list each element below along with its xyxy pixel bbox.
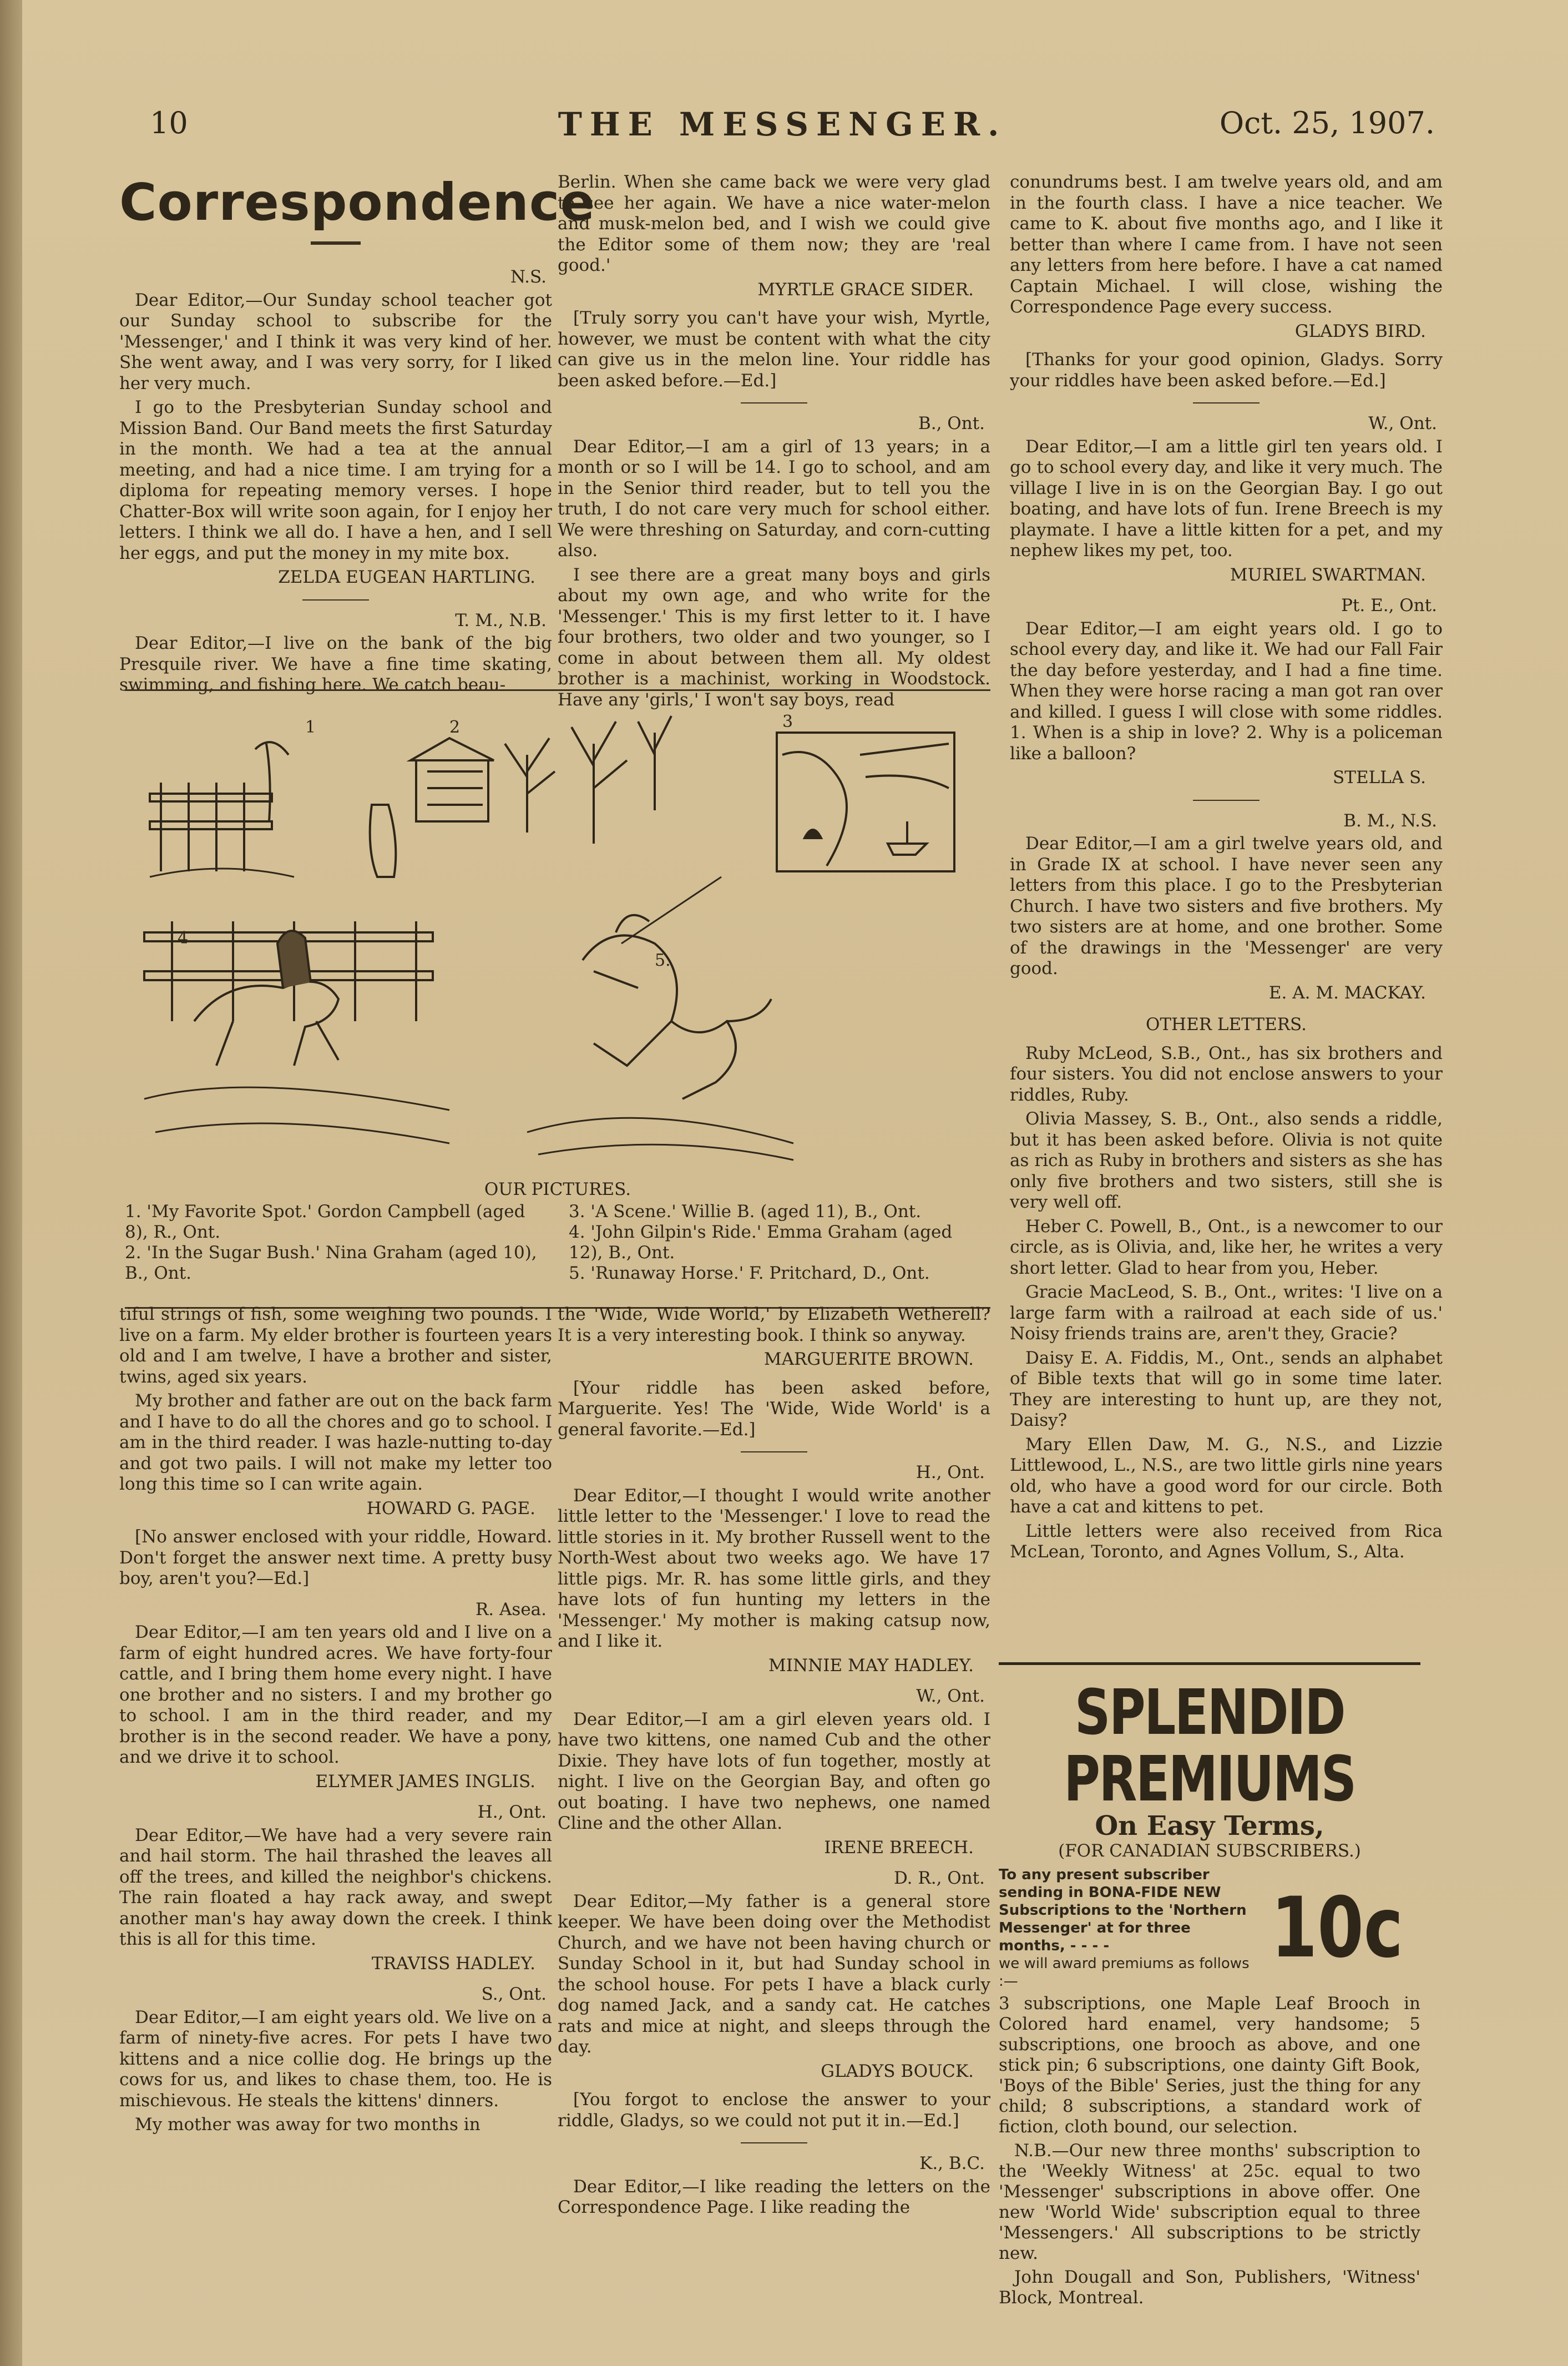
ad-offer-text-block: [999, 1866, 1250, 1990]
letter-paragraph: Dear Editor,—I am a girl of 13 years; in a month or so I will be 14. I go to school, and am in the Senior third reader, but to tell you the truth, I do not care very much for school either. We were threshing on Saturday, and corn-cutting also.: [558, 436, 990, 561]
ad-paragraph: 3 subscriptions, one Maple Leaf Brooch in Colored hard enamel, very handsome; 5 subscriptions, one brooch as above, and one stick pin; 6 subscriptions, one dainty Gift Book, 'Boys of the Bible' Series, just the thing for any child; 8 subscriptions, a standard work of fiction, cloth bound, our selection.: [999, 1994, 1420, 2137]
ad-headline: SPLENDID PREMIUMS: [1064, 1677, 1355, 1815]
letter-paragraph: tiful strings of fish, some weighing two pounds. I live on a farm. My elder brother is fourteen years old and I am twelve, I have a brother and sister, twins, aged six years.: [119, 1304, 552, 1387]
letter-paragraph: Dear Editor,—My father is a general store keeper. We have been doing over the Methodist Church, and we have not been having church or Sunday School in it, but had Sunday school in the school house. For pets I have a black curly dog named Jack, and a sandy cat. He catches rats and mice at night, and sleeps through the day.: [558, 1891, 990, 2057]
other-letter: Heber C. Powell, B., Ont., is a newcomer to our circle, as is Olivia, and, like her, he writes a very short letter. Glad to hear from you, Heber.: [1010, 1216, 1443, 1278]
letter-paragraph: I go to the Presbyterian Sunday school and Mission Band. Our Band meets the first Saturday in the month. We had a tea at the annual meeting, and had a nice time. I am trying for a diploma for repeating memory verses. I hope Chatter-Box will write soon again, for I enjoy her letters. I think we all do. I have a hen, and I sell her eggs, and put the money in my mite box.: [119, 397, 552, 563]
column-1-bottom: [119, 1304, 552, 2139]
letter-place: Pt. E., Ont.: [1341, 596, 1437, 616]
letter-signature: MYRTLE GRACE SIDER.: [757, 279, 974, 300]
drawing-runaway-horse: [527, 877, 793, 1160]
other-letter: Olivia Massey, S. B., Ont., also sends a riddle, but it has been asked before. Olivia is not quite as rich as Ruby in brothers and sisters as she has only five brothers and two sisters, still she is very well off.: [1010, 1109, 1443, 1212]
other-letter: Daisy E. A. Fiddis, M., Ont., sends an alphabet of Bible texts that will go in some time later. They are interesting to hunt up, are they not, Daisy?: [1010, 1348, 1443, 1430]
caption: 1. 'My Favorite Spot.' Gordon Campbell (aged 8), R., Ont.: [125, 1202, 525, 1242]
letter-signature: GLADYS BOUCK.: [821, 2061, 974, 2081]
divider: [302, 599, 369, 601]
divider: [741, 402, 807, 403]
caption: 2. 'In the Sugar Bush.' Nina Graham (aged 10), B., Ont.: [125, 1243, 537, 1283]
premiums-advertisement: [999, 1662, 1420, 2312]
divider: [741, 2142, 807, 2143]
ad-offer-text: To any present subscriber sending in BONA-FIDE NEW Subscriptions to the 'Northern Messenger' at for three months, - - - -: [999, 1866, 1247, 1954]
letter-signature: GLADYS BIRD.: [1294, 321, 1426, 341]
letter-paragraph: Berlin. When she came back we were very glad to see her again. We have a nice water-melon and musk-melon bed, and I wish we could give the Editor some of them now; they are 'real good.': [558, 172, 990, 275]
letter-place: B. M., N.S.: [1343, 810, 1437, 831]
letter-paragraph: the 'Wide, Wide World,' by Elizabeth Wetherell? It is a very interesting book. I think so anyway.: [558, 1304, 990, 1345]
heading-ornament: [311, 241, 361, 245]
captions-title: OUR PICTURES.: [484, 1179, 631, 1199]
childrens-drawings: [139, 710, 993, 1166]
captions-left: [125, 1202, 547, 1284]
figure-number: 4: [178, 929, 189, 948]
letter-place: T. M., N.B.: [455, 610, 547, 630]
editor-note: [Thanks for your good opinion, Gladys. Sorry your riddles have been asked before.—Ed.]: [1010, 350, 1443, 391]
masthead: THE MESSENGER.: [558, 105, 1007, 143]
editor-note: [No answer enclosed with your riddle, Howard. Don't forget the answer next time. A pretty busy boy, aren't you?—Ed.]: [119, 1527, 552, 1588]
section-heading: Correspondence: [119, 173, 595, 232]
letter-paragraph: Dear Editor,—I live on the bank of the big Presquile river. We have a fine time skating, swimming, and fishing here. We catch beau-: [119, 633, 552, 695]
letter-paragraph: Dear Editor,—We have had a very severe rain and hail storm. The hail thrashed the leaves all off the trees, and killed the neighbor's chickens. The rain floated a hay rack away, and swept another man's hay away down the creek. I think this is all for this time.: [119, 1825, 552, 1949]
ad-top-rule: [999, 1662, 1420, 1665]
letter-place: H., Ont.: [915, 1462, 985, 1482]
drawing-john-gilpins-ride: [144, 921, 449, 1143]
letter-paragraph: Dear Editor,—I am eight years old. I go to school every day, and like it. We had our Fall Fair the day before yesterday, and I had a fine time. When they were horse racing a man got ran over and killed. I guess I will close with some riddles. 1. When is a ship in love? 2. Why is a policeman like a balloon?: [1010, 618, 1443, 764]
other-letter: Mary Ellen Daw, M. G., N.S., and Lizzie Littlewood, L., N.S., are two little girls nine years old, who have a good word for our circle. Both have a cat and kittens to pet.: [1010, 1434, 1443, 1517]
divider: [1193, 402, 1260, 403]
caption: 4. 'John Gilpin's Ride.' Emma Graham (aged 12), B., Ont.: [569, 1222, 953, 1263]
letter-paragraph: conundrums best. I am twelve years old, and am in the fourth class. I have a nice teacher. We came to K. about five months ago, and I like it better than where I came from. I have not seen any letters from here before. I have a cat named Captain Michael. I will close, wishing the Correspondence Page every success.: [1010, 172, 1443, 317]
letter-paragraph: Dear Editor,—I am ten years old and I live on a farm of eight hundred acres. We have forty-four cattle, and I bring them home every night. I have one brother and no sisters. I and my brother go to school. I am in the third reader, and my brother is in the second reader. We have a pony, and we drive it to school.: [119, 1622, 552, 1767]
letter-paragraph: Dear Editor,—I thought I would write another little letter to the 'Messenger.' I love to read the little stories in it. My brother Russell went to the North-West about two weeks ago. We have 17 little pigs. Mr. R. has some little girls, and they have lots of fun hunting my letters in the 'Messenger.' My mother is making catsup now, and I like it.: [558, 1485, 990, 1651]
ad-paragraph: N.B.—Our new three months' subscription to the 'Weekly Witness' at 25c. equal to two 'Messenger' subscriptions in above offer. One new 'World Wide' subscription equal to three 'Messengers.' All subscriptions to be strictly new.: [999, 2141, 1420, 2263]
drawing-favorite-spot: [150, 742, 294, 877]
letter-place: S., Ont.: [481, 1984, 547, 2004]
pictures-captions: [125, 1179, 990, 1283]
editor-note: [Your riddle has been asked before, Marguerite. Yes! The 'Wide, Wide World' is a general favorite.—Ed.]: [558, 1378, 990, 1440]
other-letter: Ruby McLeod, S.B., Ont., has six brothers and four sisters. You did not enclose answers to your riddles, Ruby.: [1010, 1043, 1443, 1105]
issue-date: Oct. 25, 1907.: [1219, 105, 1435, 140]
figure-number: 2: [449, 718, 461, 737]
ad-publisher: John Dougall and Son, Publishers, 'Witness' Block, Montreal.: [999, 2267, 1420, 2308]
letter-signature: MINNIE MAY HADLEY.: [768, 1655, 974, 1676]
ad-price: 10c: [1271, 1880, 1404, 1976]
letter-signature: STELLA S.: [1333, 768, 1426, 788]
letter-paragraph: Dear Editor,—I am a girl twelve years old, and in Grade IX at school. I have never seen any letters from this place. I go to the Presbyterian Church. I have two sisters and five brothers. My two sisters are at home, and one brother. Some of the drawings in the 'Messenger' are very good.: [1010, 834, 1443, 978]
letter-place: W., Ont.: [1368, 413, 1437, 433]
letter-paragraph: Dear Editor,—I like reading the letters on the Correspondence Page. I like reading the: [558, 2176, 990, 2217]
figure-number: 1: [305, 718, 316, 737]
letter-place: D. R., Ont.: [893, 1868, 985, 1888]
letter-place: K., B.C.: [919, 2153, 985, 2173]
letter-paragraph: My brother and father are out on the back farm and I have to do all the chores and go to school. I am in the third reader. I was hazle-nutting to-day and got two pails. I will not make my letter too long this time so I can write again.: [119, 1391, 552, 1494]
letter-paragraph: I see there are a great many boys and girls about my own age, and who write for the 'Messenger.' This is my first letter to it. I have four brothers, two older and two younger, so I come in about between them all. My oldest brother is a machinist, working in Woodstock. Have any 'girls,' I won't say boys, read: [558, 564, 990, 710]
letter-signature: IRENE BREECH.: [824, 1837, 974, 1858]
editor-note: [Truly sorry you can't have your wish, Myrtle, however, we must be content with what the city can give us in the melon line. Your riddle has been asked before.—Ed.]: [558, 308, 990, 391]
column-2-top: [558, 172, 990, 714]
letter-signature: ELYMER JAMES INGLIS.: [315, 1771, 535, 1792]
ad-subhead: On Easy Terms,: [1095, 1810, 1324, 1842]
section-rule: [125, 689, 990, 691]
letter-paragraph: Dear Editor,—I am eight years old. We live on a farm of ninety-five acres. For pets I have two kittens and a nice collie dog. He brings up the cows for us, and likes to chase them, too. He is mischievous. He steals the kittens' dinners.: [119, 2007, 552, 2111]
page-number: 10: [150, 105, 188, 140]
editor-note: [You forgot to enclose the answer to your riddle, Gladys, so we could not put it in.—Ed.]: [558, 2090, 990, 2131]
divider: [1193, 800, 1260, 801]
column-1-top: [119, 173, 595, 699]
ad-offer: [999, 1866, 1420, 1990]
ad-offer-note: we will award premiums as follows :—: [999, 1955, 1250, 1990]
drawing-a-scene: [777, 733, 954, 871]
other-letter: Little letters were also received from Rica McLean, Toronto, and Agnes Vollum, S., Alta.: [1010, 1521, 1443, 1562]
letter-signature: ZELDA EUGEAN HARTLING.: [278, 567, 535, 587]
letter-signature: MARGUERITE BROWN.: [763, 1349, 974, 1369]
letter-signature: MURIEL SWARTMAN.: [1230, 564, 1426, 585]
letter-paragraph: Dear Editor,—I am a girl eleven years old. I have two kittens, one named Cub and the other Dixie. They have lots of fun together, mostly at night. I live on the Georgian Bay, and often go out boating. I have two nephews, one named Cline and the other Allan.: [558, 1709, 990, 1833]
figure-number: 5.: [655, 951, 671, 970]
letter-paragraph: Dear Editor,—Our Sunday school teacher got our Sunday school to subscribe for the 'Messenger,' and I think it was very kind of her. She went away, and I was very sorry, for I liked her very much.: [119, 290, 552, 394]
caption: 5. 'Runaway Horse.' F. Pritchard, D., Ont.: [569, 1263, 930, 1283]
captions-right: [569, 1202, 990, 1284]
letter-place: R. Asea.: [475, 1599, 547, 1620]
letter-place: B., Ont.: [918, 413, 985, 433]
letter-paragraph: My mother was away for two months in: [135, 2115, 480, 2135]
letter-place: H., Ont.: [477, 1802, 547, 1822]
column-2-bottom: [558, 1304, 990, 2222]
letter-signature: HOWARD G. PAGE.: [366, 1498, 535, 1519]
letter-place: W., Ont.: [916, 1686, 985, 1706]
caption: 3. 'A Scene.' Willie B. (aged 11), B., Ont.: [569, 1202, 922, 1222]
figure-number: 3: [782, 712, 793, 732]
drawing-sugar-bush: [370, 716, 671, 877]
ad-audience: (FOR CANADIAN SUBSCRIBERS.): [1058, 1841, 1361, 1861]
divider: [741, 1451, 807, 1452]
other-letter: Gracie MacLeod, S. B., Ont., writes: 'I live on a large farm with a railroad at each side of us.' Noisy friends trains are, aren't they, Gracie?: [1010, 1282, 1443, 1344]
other-letters-heading: OTHER LETTERS.: [1145, 1015, 1307, 1035]
letter-place: N.S.: [510, 267, 547, 287]
letter-signature: E. A. M. MACKAY.: [1268, 982, 1426, 1003]
column-3: [1010, 172, 1443, 1566]
letter-paragraph: Dear Editor,—I am a little girl ten years old. I go to school every day, and like it very much. The village I live in is on the Georgian Bay. I go out boating, and have lots of fun. Irene Breech is my playmate. I have a little kitten for a pet, and my nephew likes my pet, too.: [1010, 436, 1443, 561]
letter-signature: TRAVISS HADLEY.: [371, 1953, 535, 1974]
